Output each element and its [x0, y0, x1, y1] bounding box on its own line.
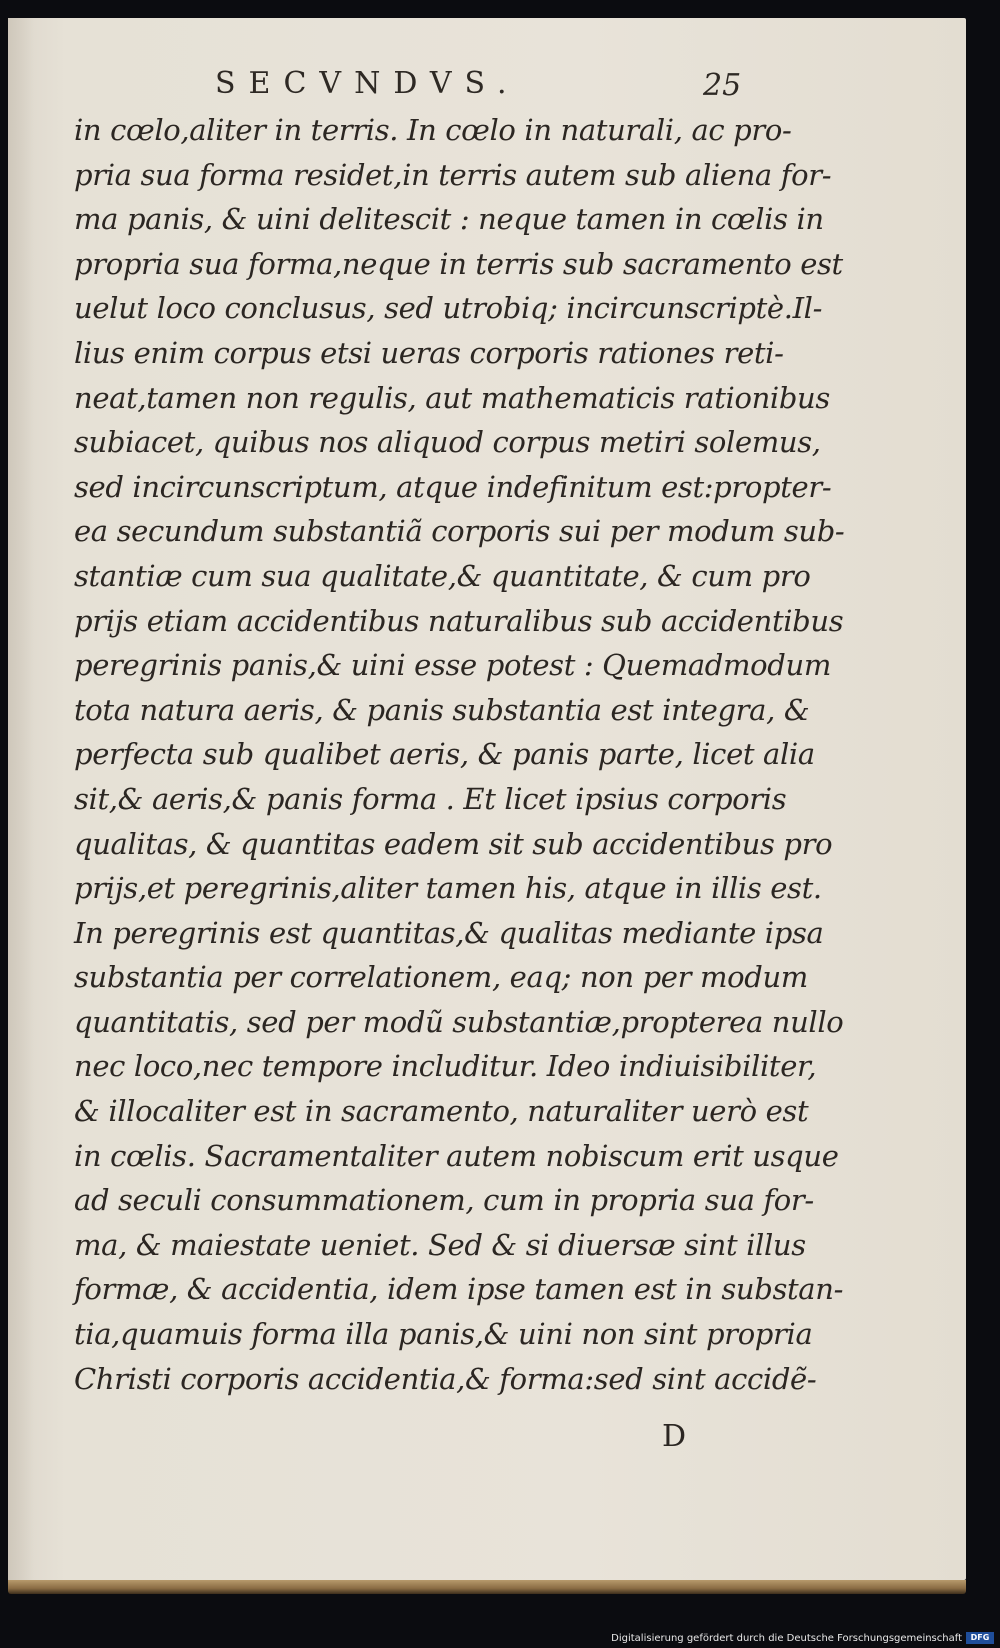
- text-line: quantitatis, sed per modũ substantiæ,propterea nullo: [74, 1004, 844, 1039]
- text-line: ad seculi consummationem, cum in propria sua for-: [74, 1183, 814, 1218]
- text-line: nec loco,nec tempore includitur. Ideo indiuisibiliter,: [74, 1049, 817, 1084]
- footer-credit: Digitalisierung gefördert durch die Deutsche Forschungsgemeinschaft: [611, 1633, 962, 1644]
- text-line: sit,& aeris,& panis forma . Et licet ipsius corporis: [74, 781, 787, 816]
- text-line: lius enim corpus etsi ueras corporis rationes reti-: [74, 335, 784, 370]
- text-line: pria sua forma residet,in terris autem sub aliena for-: [74, 157, 832, 192]
- text-line: uelut loco conclusus, sed utrobiq; incircunscriptè.Il-: [74, 291, 823, 326]
- text-line: tota natura aeris, & panis substantia est integra, &: [74, 692, 810, 727]
- page-gutter-shadow: [8, 18, 34, 1580]
- text-line: formæ, & accidentia, idem ipse tamen est in substan-: [74, 1272, 844, 1307]
- page-bottom-edge: [8, 1580, 966, 1594]
- text-line: & illocaliter est in sacramento, naturaliter uerò est: [74, 1094, 809, 1129]
- text-line: prijs etiam accidentibus naturalibus sub accidentibus: [74, 603, 844, 638]
- text-line: In peregrinis est quantitas,& qualitas mediante ipsa: [74, 915, 824, 950]
- text-line: stantiæ cum sua qualitate,& quantitate, & cum pro: [74, 558, 811, 593]
- text-line: neat,tamen non regulis, aut mathematicis rationibus: [74, 380, 830, 415]
- text-line: substantia per correlationem, eaq; non per modum: [74, 960, 808, 995]
- text-line: peregrinis panis,& uini esse potest : Quemadmodum: [74, 648, 831, 683]
- text-line: in cœlo,aliter in terris. In cœlo in naturali, ac pro-: [74, 113, 792, 147]
- running-head: SECVNDVS.: [215, 66, 520, 101]
- text-line: Christi corporis accidentia,& forma:sed sint accidẽ-: [74, 1361, 817, 1396]
- body-text: [74, 108, 845, 1401]
- text-line: sed incircunscriptum, atque indefinitum est:propter-: [74, 469, 832, 504]
- text-line: tia,quamuis forma illa panis,& uini non sint propria: [74, 1317, 813, 1352]
- text-line: subiacet, quibus nos aliquod corpus metiri solemus,: [74, 425, 821, 460]
- page-number: 25: [703, 68, 742, 103]
- text-line: prijs,et peregrinis,aliter tamen his, atque in illis est.: [74, 871, 822, 906]
- text-line: ma, & maiestate ueniet. Sed & si diuersæ sint illus: [74, 1227, 806, 1262]
- dfg-logo: DFG: [966, 1632, 994, 1644]
- text-line: ea secundum substantiã corporis sui per modum sub-: [74, 514, 845, 549]
- text-line: perfecta sub qualibet aeris, & panis parte, licet alia: [74, 737, 815, 772]
- text-line: ma panis, & uini delitescit : neque tamen in cœlis in: [74, 202, 824, 237]
- text-line: qualitas, & quantitas eadem sit sub accidentibus pro: [74, 826, 833, 861]
- signature-mark: D: [662, 1419, 687, 1454]
- text-line: in cœlis. Sacramentaliter autem nobiscum erit usque: [74, 1138, 839, 1173]
- text-line: propria sua forma,neque in terris sub sacramento est: [74, 246, 843, 281]
